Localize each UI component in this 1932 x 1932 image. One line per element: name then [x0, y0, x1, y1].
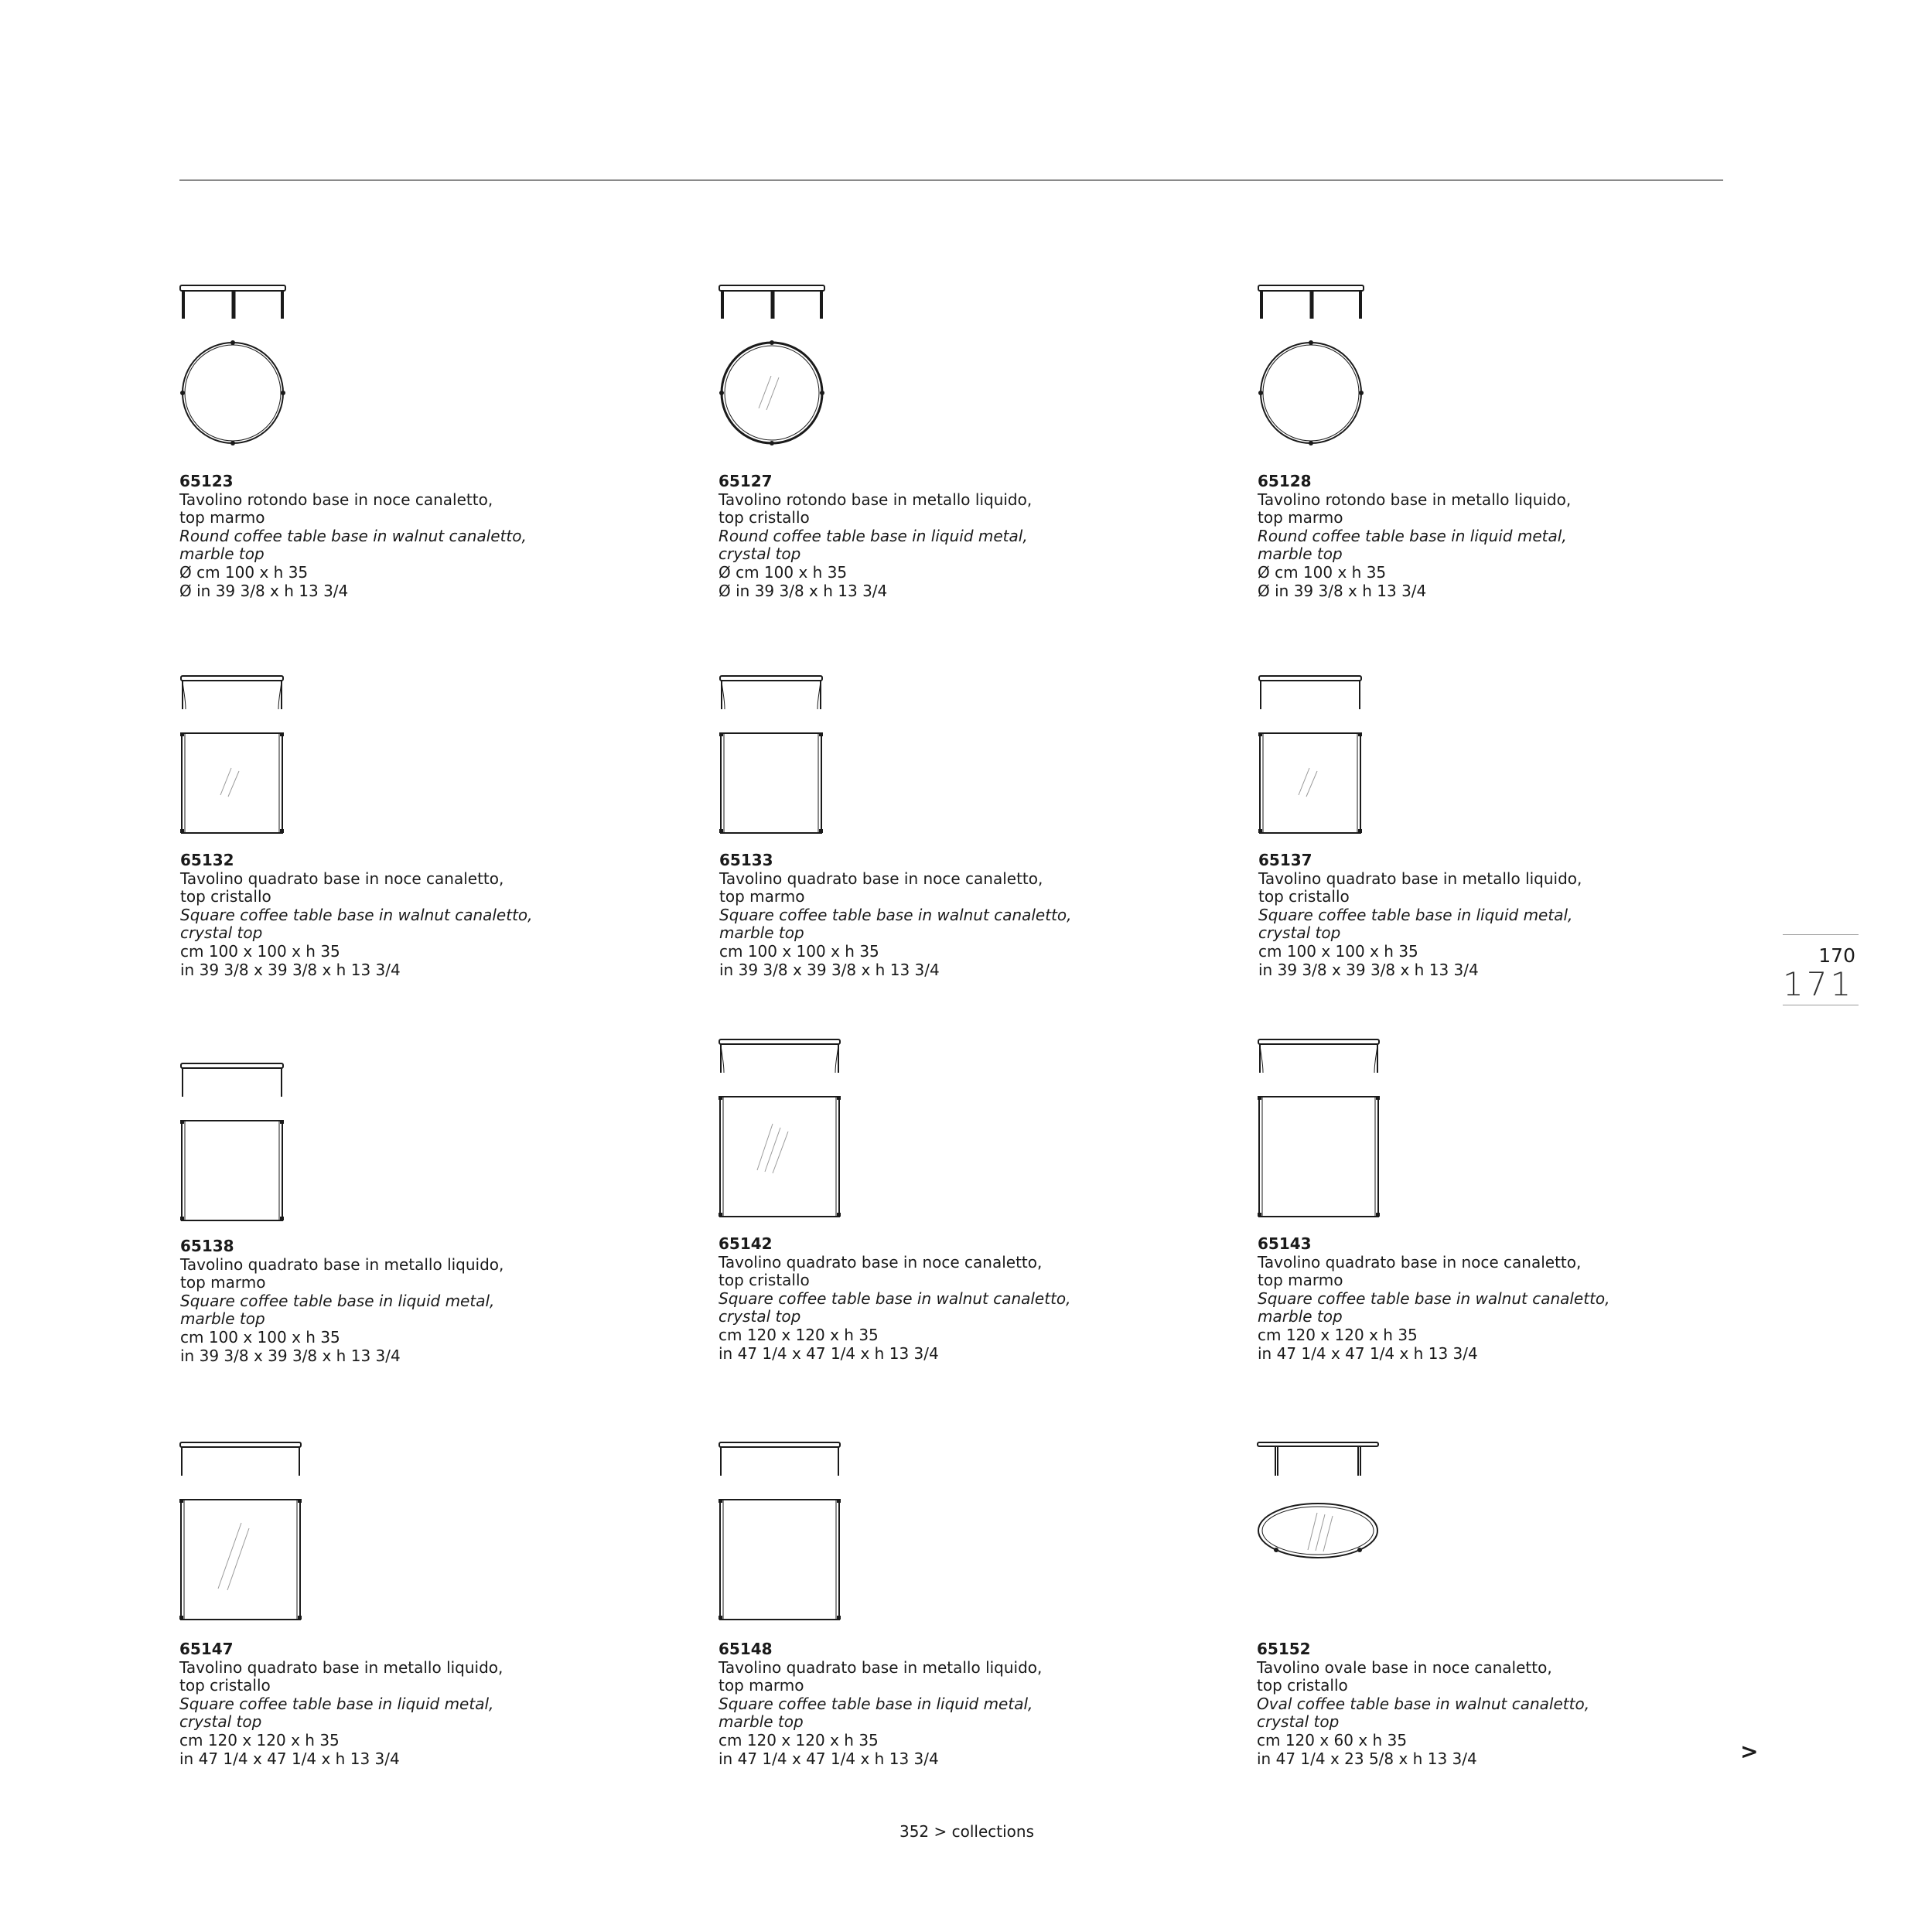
dimensions-cm: cm 100 x 100 x h 35: [180, 1327, 340, 1347]
page-number-marker: [1783, 934, 1859, 1005]
description-it-2: top marmo: [719, 887, 805, 906]
product-code: 65132: [180, 851, 234, 869]
product-drawing: [719, 1039, 846, 1224]
description-it: Tavolino quadrato base in noce canaletto,: [180, 869, 504, 888]
dimensions-in: in 47 1/4 x 23 5/8 x h 13 3/4: [1257, 1749, 1477, 1768]
description-en-2: marble top: [1258, 1307, 1343, 1326]
product-65148[interactable]: [719, 1442, 1198, 1768]
description-en: Round coffee table base in walnut canaletto,: [179, 526, 527, 545]
description-it-2: top cristallo: [180, 887, 271, 906]
description-it: Tavolino quadrato base in noce canaletto,: [719, 1252, 1043, 1272]
product-65123[interactable]: [179, 285, 659, 600]
description-it: Tavolino rotondo base in metallo liquido,: [1258, 490, 1572, 509]
product-drawing: [1258, 1039, 1385, 1224]
description-en: Square coffee table base in liquid metal,: [719, 1694, 1033, 1713]
dimensions-cm: cm 120 x 120 x h 35: [1258, 1325, 1418, 1344]
header-rule: [179, 179, 1723, 181]
description-it: Tavolino quadrato base in metallo liquido,: [719, 1657, 1043, 1677]
product-code: 65138: [180, 1237, 234, 1255]
dimensions-in: in 47 1/4 x 47 1/4 x h 13 3/4: [179, 1749, 400, 1768]
description-en: Square coffee table base in walnut canaletto,: [719, 1289, 1071, 1308]
description-it-2: top marmo: [180, 1273, 266, 1292]
dimensions-in: in 39 3/8 x 39 3/8 x h 13 3/4: [180, 1346, 401, 1365]
description-en: Square coffee table base in walnut canaletto,: [180, 905, 533, 924]
dimensions-in: Ø in 39 3/8 x h 13 3/4: [1258, 581, 1427, 600]
product-drawing: [179, 285, 288, 451]
product-code: 65128: [1258, 472, 1312, 490]
description-it-2: top marmo: [1258, 508, 1343, 527]
dimensions-in: in 47 1/4 x 47 1/4 x h 13 3/4: [719, 1343, 939, 1363]
product-code: 65142: [719, 1234, 773, 1253]
description-en: Square coffee table base in liquid metal,: [1258, 905, 1573, 924]
description-en: Square coffee table base in liquid metal,: [180, 1291, 495, 1310]
product-65147[interactable]: [179, 1442, 659, 1768]
dimensions-in: in 47 1/4 x 47 1/4 x h 13 3/4: [1258, 1343, 1478, 1363]
product-code: 65127: [719, 472, 773, 490]
dimensions-cm: cm 100 x 100 x h 35: [180, 941, 340, 961]
description-en-2: crystal top: [179, 1712, 262, 1732]
description-en-2: marble top: [180, 1309, 265, 1329]
description-en-2: crystal top: [1257, 1712, 1340, 1732]
description-en: Square coffee table base in walnut canaletto,: [1258, 1289, 1610, 1308]
product-drawing: [1258, 285, 1366, 451]
dimensions-cm: cm 100 x 100 x h 35: [719, 941, 879, 961]
description-en: Oval coffee table base in walnut canaletto,: [1257, 1694, 1590, 1713]
dimensions-cm: Ø cm 100 x h 35: [719, 562, 848, 582]
description-it: Tavolino rotondo base in metallo liquido,: [719, 490, 1033, 509]
page-number-right: 171: [1783, 965, 1855, 1003]
description-en-2: crystal top: [180, 923, 263, 943]
dimensions-in: in 39 3/8 x 39 3/8 x h 13 3/4: [180, 960, 401, 979]
dimensions-cm: Ø cm 100 x h 35: [1258, 562, 1387, 582]
next-page-arrow[interactable]: >: [1740, 1739, 1759, 1764]
page-number-left: 170: [1818, 944, 1855, 967]
footer-collections-link[interactable]: 352 > collections: [899, 1822, 1035, 1841]
product-code: 65137: [1258, 851, 1312, 869]
description-en-2: marble top: [179, 544, 265, 564]
dimensions-cm: cm 120 x 120 x h 35: [719, 1325, 879, 1344]
dimensions-cm: cm 120 x 60 x h 35: [1257, 1730, 1408, 1749]
product-code: 65148: [719, 1640, 773, 1658]
product-code: 65143: [1258, 1234, 1312, 1253]
dimensions-in: in 47 1/4 x 47 1/4 x h 13 3/4: [719, 1749, 939, 1768]
description-en-2: crystal top: [719, 544, 801, 564]
product-drawing: [719, 285, 827, 451]
product-code: 65147: [179, 1640, 234, 1658]
product-65133[interactable]: [719, 675, 1199, 979]
description-it: Tavolino quadrato base in metallo liquido,: [180, 1254, 504, 1274]
dimensions-in: in 39 3/8 x 39 3/8 x h 13 3/4: [719, 960, 940, 979]
product-drawing: [719, 1442, 846, 1627]
description-it: Tavolino quadrato base in noce canaletto,: [1258, 1252, 1582, 1272]
description-it-2: top marmo: [719, 1676, 804, 1695]
description-it-2: top cristallo: [719, 1271, 810, 1290]
product-drawing: [179, 1442, 307, 1627]
product-code: 65133: [719, 851, 773, 869]
product-65128[interactable]: [1258, 285, 1737, 600]
description-it-2: top cristallo: [1258, 887, 1350, 906]
dimensions-in: Ø in 39 3/8 x h 13 3/4: [179, 581, 349, 600]
description-it: Tavolino quadrato base in metallo liquido,: [179, 1657, 503, 1677]
product-65142[interactable]: [719, 1039, 1198, 1363]
description-en-2: crystal top: [719, 1307, 801, 1326]
description-en: Round coffee table base in liquid metal,: [1258, 526, 1567, 545]
dimensions-cm: cm 120 x 120 x h 35: [179, 1730, 340, 1749]
product-drawing: [719, 675, 828, 838]
dimensions-cm: cm 120 x 120 x h 35: [719, 1730, 879, 1749]
product-code: 65152: [1257, 1640, 1311, 1658]
description-it-2: top cristallo: [179, 1676, 271, 1695]
product-65152[interactable]: [1257, 1442, 1736, 1768]
product-65137[interactable]: [1258, 675, 1738, 979]
description-it: Tavolino quadrato base in noce canaletto,: [719, 869, 1043, 888]
dimensions-cm: Ø cm 100 x h 35: [179, 562, 309, 582]
description-it: Tavolino ovale base in noce canaletto,: [1257, 1657, 1552, 1677]
dimensions-in: in 39 3/8 x 39 3/8 x h 13 3/4: [1258, 960, 1479, 979]
product-65143[interactable]: [1258, 1039, 1737, 1363]
description-en-2: marble top: [1258, 544, 1343, 564]
product-drawing: [1258, 675, 1367, 838]
product-65138[interactable]: [180, 1063, 660, 1365]
product-65132[interactable]: [180, 675, 660, 979]
description-it: Tavolino quadrato base in metallo liquido,: [1258, 869, 1582, 888]
description-en: Round coffee table base in liquid metal,: [719, 526, 1028, 545]
description-it-2: top cristallo: [719, 508, 810, 527]
page-number-rule-top: [1783, 934, 1859, 935]
description-en: Square coffee table base in liquid metal,: [179, 1694, 494, 1713]
description-en-2: marble top: [719, 1712, 804, 1732]
description-en-2: crystal top: [1258, 923, 1341, 943]
product-drawing: [180, 675, 288, 838]
description-en-2: marble top: [719, 923, 804, 943]
description-it-2: top cristallo: [1257, 1676, 1348, 1695]
product-code: 65123: [179, 472, 234, 490]
description-it-2: top marmo: [1258, 1271, 1343, 1290]
description-it: Tavolino rotondo base in noce canaletto,: [179, 490, 493, 509]
dimensions-in: Ø in 39 3/8 x h 13 3/4: [719, 581, 888, 600]
product-drawing: [180, 1063, 288, 1225]
product-65127[interactable]: [719, 285, 1198, 600]
description-it-2: top marmo: [179, 508, 265, 527]
product-drawing: [1257, 1442, 1384, 1627]
description-en: Square coffee table base in walnut canaletto,: [719, 905, 1072, 924]
dimensions-cm: cm 100 x 100 x h 35: [1258, 941, 1418, 961]
